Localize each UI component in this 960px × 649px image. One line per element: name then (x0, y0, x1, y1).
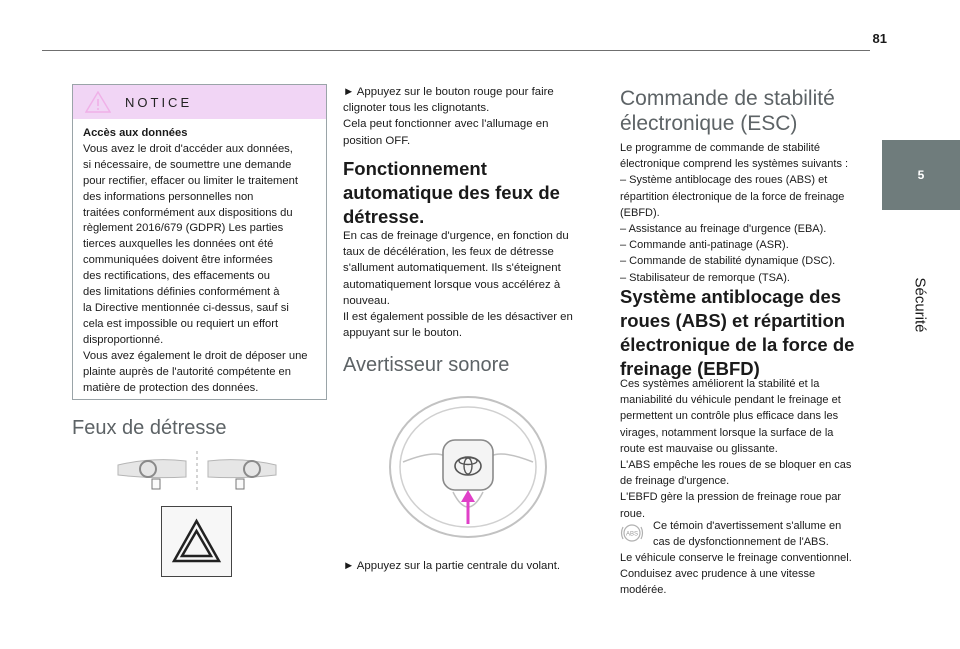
text-line: – Stabilisateur de remorque (TSA). (620, 271, 790, 284)
title-line: roues (ABS) et répartition (620, 310, 846, 331)
hazard-section-title: Feux de détresse (72, 417, 227, 439)
text-line: roue. (620, 507, 646, 520)
text-line: virages, notamment lorsque la surface de la (620, 426, 834, 439)
esc-title (620, 86, 870, 136)
abs-title (620, 285, 875, 381)
text-line: cas de dysfonctionnement de l'ABS. (653, 536, 829, 549)
notice-header (73, 85, 326, 119)
notice-line: Vous avez également le droit de déposer une (83, 349, 308, 362)
text-line: – Commande anti-patinage (ASR). (620, 239, 789, 252)
text-line: s'allument automatiquement. Ils s'éteignent (343, 262, 561, 275)
notice-body (73, 119, 326, 396)
text-line: Conduisez avec prudence à une vitesse (620, 568, 816, 581)
page-number: 81 (872, 31, 887, 46)
text-line: électronique comprend les systèmes suivants : (620, 158, 849, 171)
horn-instruction: ► Appuyez sur la partie centrale du volant. (343, 560, 561, 572)
text-line: route est mauvaise ou glissante. (620, 442, 778, 455)
title-line: freinage (EBFD) (620, 358, 760, 379)
text-line: Il est également possible de les désactiver en (343, 311, 573, 324)
notice-line: règlement 2016/679 (GDPR) Les parties (83, 222, 284, 235)
warning-icon (85, 91, 111, 113)
text-line: Ces systèmes améliorent la stabilité et la (620, 378, 820, 390)
auto-hazard-body (343, 228, 588, 341)
title-line: Commande de stabilité (620, 87, 835, 110)
notice-line: disproportionné. (83, 333, 164, 346)
chapter-tab[interactable] (882, 140, 960, 210)
notice-title: NOTICE (125, 94, 193, 110)
text-line: ► Appuyez sur le bouton rouge pour faire (343, 86, 554, 98)
text-line: – Système antiblocage des roues (ABS) et (620, 174, 828, 187)
text-line: Cela peut fonctionner avec l'allumage en (343, 118, 549, 131)
notice-line: communiquées doivent être informées (83, 254, 273, 267)
notice-line: la Directive mentionnée ci-dessus, sauf si (83, 301, 289, 314)
text-line: – Assistance au freinage d'urgence (EBA). (620, 223, 827, 236)
notice-heading: Accès aux données (83, 127, 188, 139)
notice-line: des informations personnelles non (83, 190, 254, 203)
abs-lamp-text (653, 518, 873, 550)
text-line: En cas de freinage d'urgence, en fonction du (343, 230, 569, 242)
notice-line: plainte auprès de l'autorité compétente en (83, 365, 292, 378)
abs-warning-icon (620, 521, 644, 545)
notice-line: matière de protection des données. (83, 381, 259, 394)
title-line: automatique des feux de (343, 182, 560, 203)
title-line: électronique de la force de (620, 334, 855, 355)
title-line: Système antiblocage des (620, 286, 842, 307)
text-line: taux de décélération, les feux de détresse (343, 246, 554, 259)
notice-line: des rectifications, des effacements ou (83, 270, 270, 283)
text-line: automatiquement lorsque vous accélérez à (343, 278, 561, 291)
horn-section-title: Avertisseur sonore (343, 354, 510, 376)
hazard-instructions (343, 84, 588, 149)
notice-line: tierces auxquelles les données ont été (83, 238, 274, 251)
text-line: répartition électronique de la force de freinage (620, 190, 845, 203)
notice-line: pour rectifier, effacer ou limiter le traitement (83, 174, 298, 187)
chapter-label-box (880, 250, 960, 360)
dashboard-illustration (112, 449, 282, 495)
text-line: Le programme de commande de stabilité (620, 142, 820, 154)
auto-hazard-title (343, 157, 588, 229)
text-line: maniabilité du véhicule pendant le freinage et (620, 394, 841, 407)
title-line: électronique (ESC) (620, 112, 798, 135)
abs-tail-text (620, 550, 875, 599)
text-line: modérée. (620, 584, 667, 597)
text-line: permettent un contrôle plus efficace dans les (620, 410, 839, 423)
header-rule (42, 50, 870, 51)
steering-wheel-illustration (383, 392, 553, 542)
text-line: de freinage d'urgence. (620, 475, 730, 488)
abs-icon-label: ABS (625, 531, 639, 538)
chapter-label: Sécurité (911, 277, 929, 333)
esc-body (620, 140, 870, 286)
text-line: (EBFD). (620, 206, 660, 219)
text-line: L'ABS empêche les roues de se bloquer en cas (620, 459, 852, 472)
notice-line: si nécessaire, de soumettre une demande (83, 158, 292, 171)
text-line: nouveau. (343, 294, 390, 307)
chapter-number: 5 (917, 168, 925, 182)
text-line: Ce témoin d'avertissement s'allume en (653, 520, 842, 532)
title-line: Fonctionnement (343, 158, 487, 179)
notice-line: traitées conformément aux dispositions du (83, 206, 293, 219)
abs-body (620, 376, 875, 522)
hazard-button[interactable] (161, 506, 232, 577)
text-line: L'EBFD gère la pression de freinage roue par (620, 491, 842, 504)
text-line: Le véhicule conserve le freinage conventionnel. (620, 552, 852, 564)
notice-line: Vous avez le droit d'accéder aux données, (83, 142, 293, 155)
notice-line: des limitations définies conformément à (83, 286, 280, 299)
text-line: – Commande de stabilité dynamique (DSC). (620, 255, 836, 268)
notice-line: cela est impossible ou requiert un effort (83, 317, 279, 330)
text-line: appuyant sur le bouton. (343, 327, 463, 340)
notice-box (72, 84, 327, 400)
hazard-triangle-icon (162, 507, 231, 576)
title-line: détresse. (343, 206, 425, 227)
text-line: position OFF. (343, 134, 411, 147)
text-line: clignoter tous les clignotants. (343, 102, 490, 115)
